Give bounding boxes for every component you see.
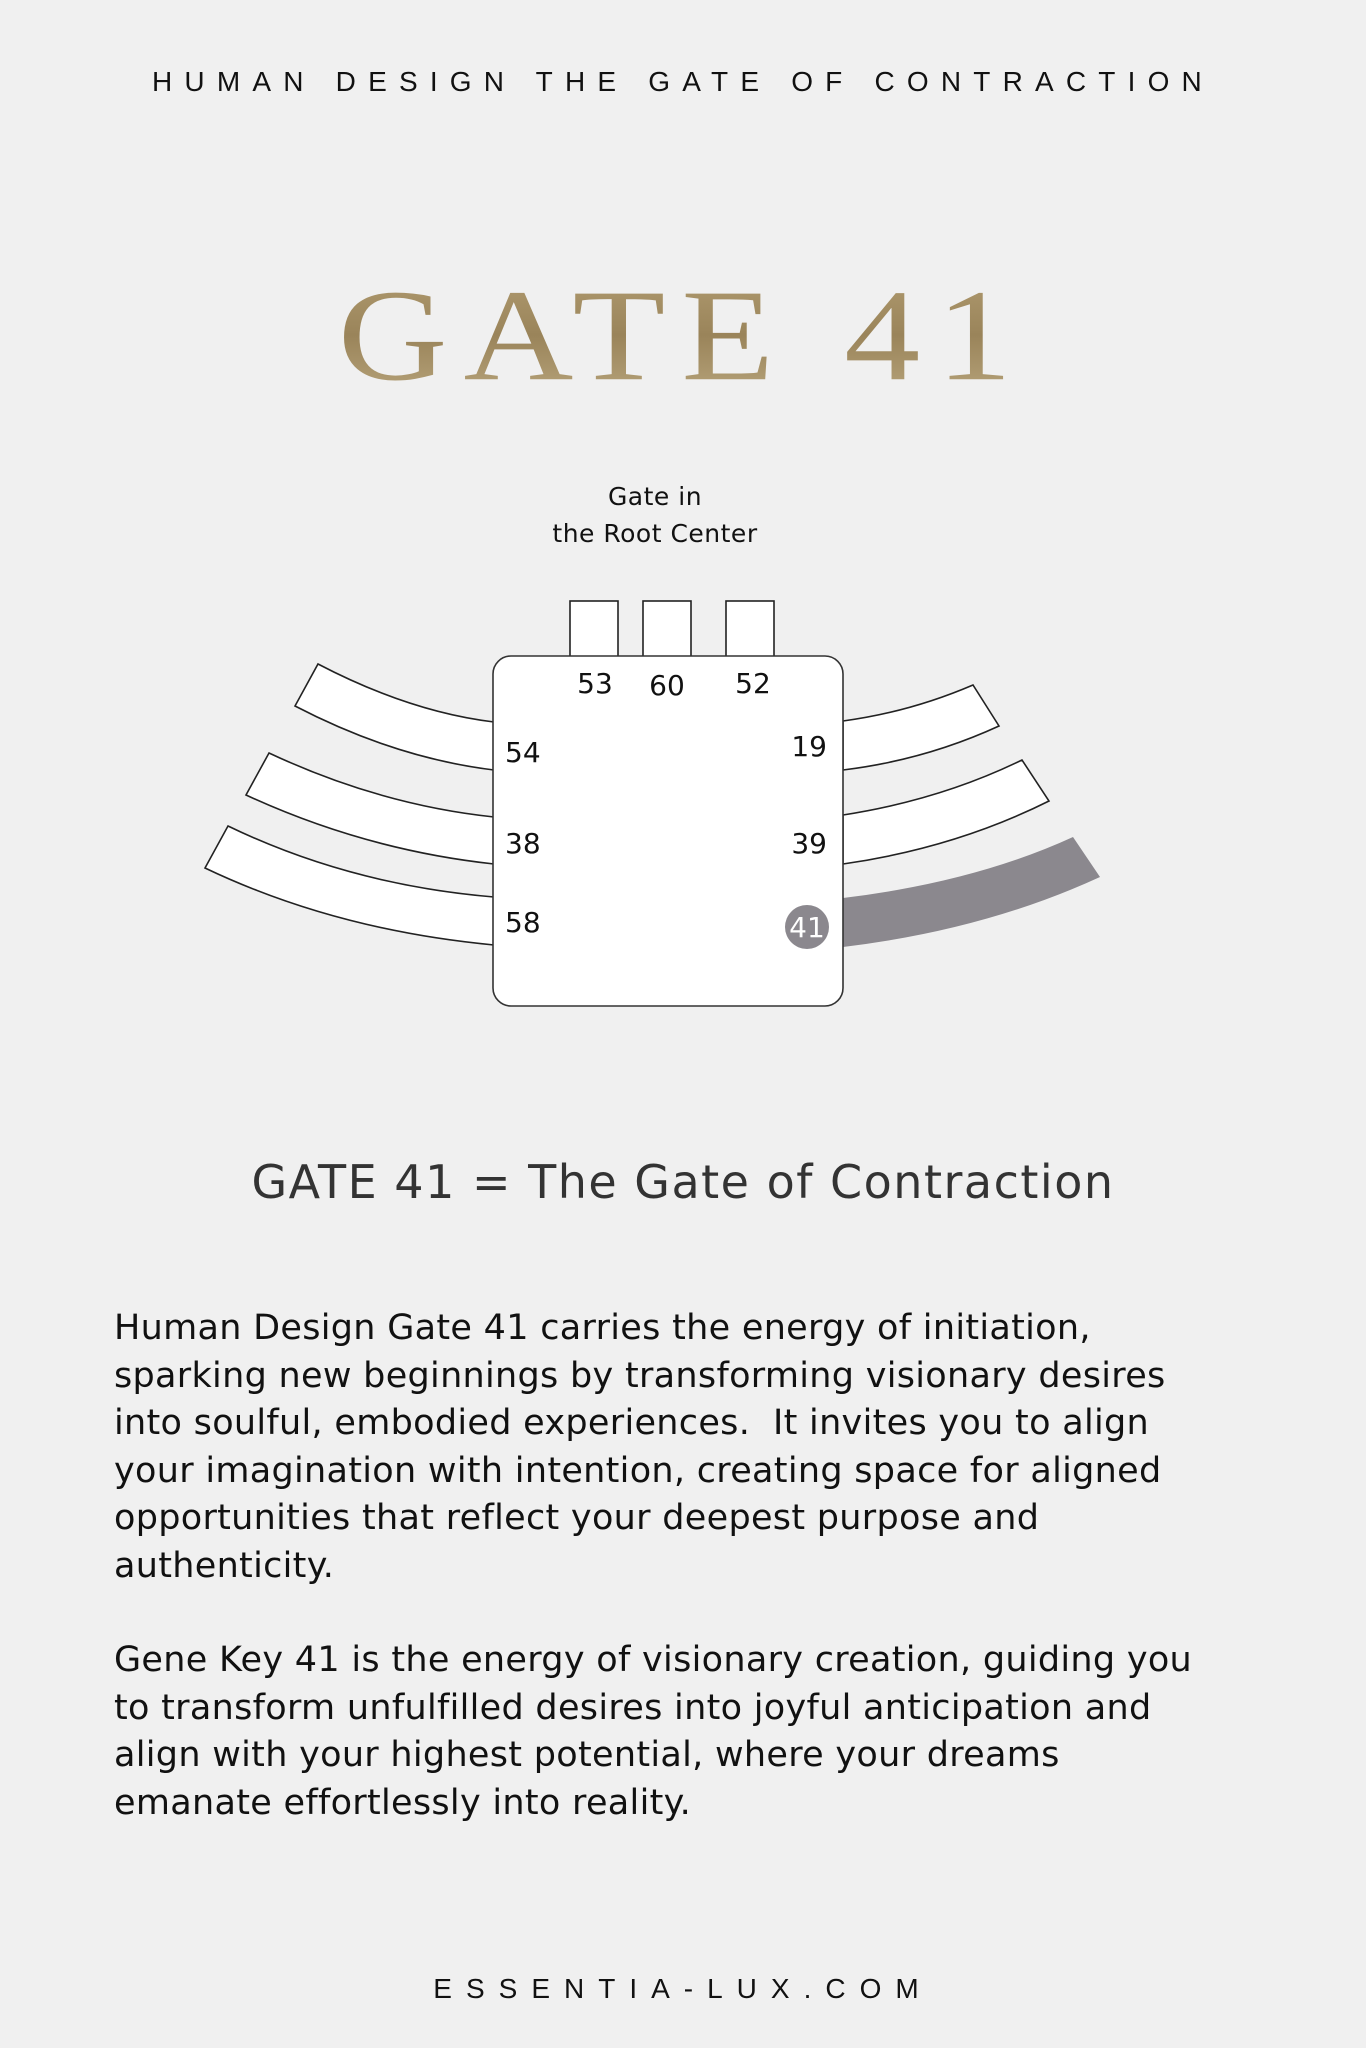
top-channel-53 (570, 601, 618, 659)
caption-line-1: Gate in (607, 482, 703, 511)
right-channel-39 (843, 760, 1049, 864)
paragraph-line: Human Design Gate 41 carries the energy of initiation, (114, 1308, 1091, 1348)
footer-website: ESSENTIA-LUX.COM (433, 1973, 933, 2004)
gate-label-58: 58 (505, 906, 541, 939)
gate-label-52: 52 (735, 667, 771, 700)
paragraph-line: sparking new beginnings by transforming visionary desires (114, 1355, 1166, 1396)
left-channel-38 (246, 753, 494, 864)
gate-hero-title: GATE 41 (0, 270, 1366, 401)
gate-label-38: 38 (505, 827, 541, 860)
paragraph-line: emanate effortlessly into reality. (114, 1782, 692, 1823)
paragraph-line: your imagination with intention, creating space for aligned (114, 1450, 1162, 1491)
paragraph-human-design (114, 1305, 1294, 1590)
left-channel-54 (295, 664, 494, 770)
gate-label-39: 39 (791, 827, 827, 860)
paragraph-line: into soulful, embodied experiences. It invites you to align (114, 1403, 1149, 1443)
gate-label-60: 60 (649, 669, 685, 702)
top-channel-60 (643, 601, 691, 659)
right-channel-19 (843, 685, 999, 770)
paragraph-line: authenticity. (114, 1545, 335, 1586)
gate-label-41-active: 41 (789, 911, 825, 944)
gate-label-54: 54 (505, 736, 541, 769)
page-header-title: HUMAN DESIGN THE GATE OF CONTRACTION (152, 66, 1214, 97)
paragraph-line: opportunities that reflect your deepest purpose and (114, 1498, 1040, 1538)
gate-subtitle: GATE 41 = The Gate of Contraction (251, 1155, 1115, 1209)
paragraph-line: Gene Key 41 is the energy of visionary creation, guiding you (114, 1640, 1193, 1680)
top-channel-52 (726, 601, 774, 659)
caption-line-2: the Root Center (552, 519, 758, 548)
paragraph-line: align with your highest potential, where your dreams (114, 1735, 1060, 1775)
gate-label-53: 53 (577, 667, 613, 700)
paragraph-gene-key (114, 1637, 1294, 1827)
paragraph-line: to transform unfulfilled desires into joyful anticipation and (114, 1687, 1152, 1728)
gate-label-19: 19 (791, 730, 827, 763)
